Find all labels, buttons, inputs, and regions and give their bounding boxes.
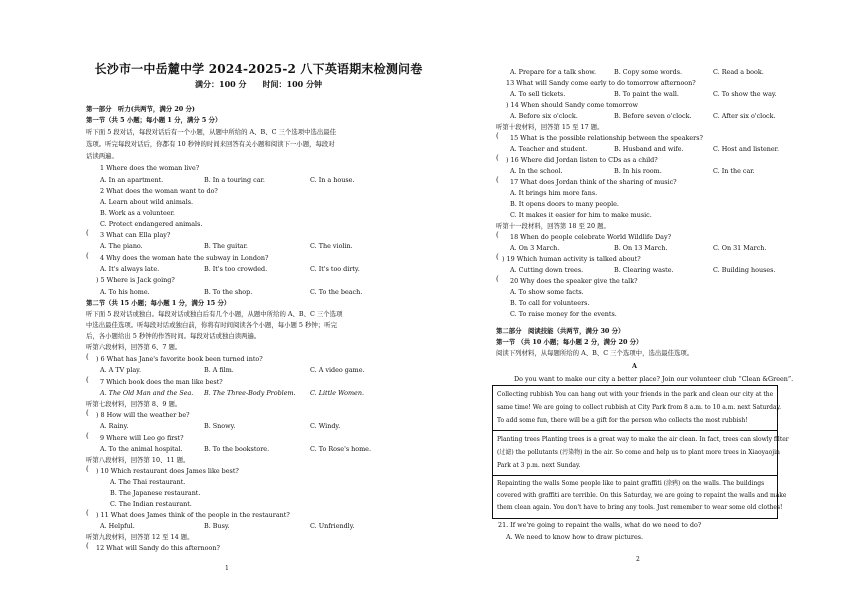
q18-option-b: B. On 13 March. — [614, 244, 668, 252]
question-9: 9 Where will Leo go first? — [100, 434, 184, 442]
answer-paren: ( — [496, 132, 499, 140]
question-13: 13 What will Sandy come early to do tomorrow afternoon? — [506, 79, 696, 87]
q2-option-a: A. Learn about wild animals. — [100, 198, 194, 206]
question-6: ) 6 What has Jane's favorite book been turned into? — [96, 355, 263, 363]
box1-line-3: To add some fun, there will be a gift for the person who collects the most rubbish! — [497, 417, 748, 424]
answer-paren: ( — [496, 275, 499, 283]
part1-heading: 第一部分 听力(共两节，满分 20 分) — [86, 105, 195, 113]
box2-line-2: (过滤) the pollutants (污染物) in the air. So come and help us to plant more trees in Xiaoyaojin — [497, 449, 780, 456]
activity-box — [492, 385, 789, 519]
answer-paren: ( — [86, 432, 89, 440]
question-10: ) 10 Which restaurant does James like best? — [96, 467, 239, 475]
q15-option-b: B. Husband and wife. — [614, 145, 684, 153]
q3-option-b: B. The guitar. — [204, 242, 248, 250]
answer-paren: ( — [86, 409, 89, 417]
q19-option-b: B. Clearing waste. — [614, 266, 674, 274]
q12-option-a: A. Prepare for a talk show. — [510, 68, 597, 76]
question-5: ) 5 Where is Jack going? — [96, 276, 175, 284]
box3-line-3: them clean again. You don't have to bring any tools. Just remember to wear some old clothes! — [497, 504, 783, 511]
box-divider — [493, 430, 777, 431]
q21-option-a: A. We need to know how to draw pictures. — [506, 533, 644, 541]
q15-option-a: A. Teacher and student. — [510, 145, 588, 153]
question-2: 2 What does the woman want to do? — [100, 187, 218, 195]
q1-option-c: C. In a house. — [310, 176, 355, 184]
box3-line-2: covered with graffiti are terrible. On this Saturday, we are going to repaint the walls and make — [497, 492, 787, 499]
question-12: 12 What will Sandy do this afternoon? — [96, 544, 220, 552]
box3-line-1: Repainting the walls Some people like to paint graffiti (涂鸦) on the walls. The buildings — [497, 480, 765, 487]
sec1-instr-2: 选项。听完每段对话后，你都有 10 秒钟的时间来回答有关小题和阅读下一小题，每段对 — [86, 140, 335, 148]
q4-option-a: A. It's always late. — [100, 265, 160, 273]
q4-option-c: C. It's too dirty. — [310, 265, 360, 273]
reading-section-heading: 第一节 （共 10 小题；每小题 2 分，满分 20 分） — [496, 338, 643, 346]
box2-line-3: Park at 3 p.m. next Sunday. — [497, 462, 581, 469]
q17-option-b: B. It opens doors to many people. — [510, 200, 619, 208]
exam-title: 长沙市一中岳麓中学 2024-2025-2 八下英语期末检测问卷 — [94, 62, 423, 76]
q13-option-c: C. To show the way. — [713, 90, 777, 98]
sec2-instr-2: 中选出最佳选项。听每段对话或独白前，你将有时间阅读各个小题，每小题 5 秒钟；听完 — [86, 321, 337, 329]
q19-option-a: A. Cutting down trees. — [510, 266, 584, 274]
q2-option-b: B. Work as a volunteer. — [100, 209, 175, 217]
sec2-instr-1: 听下面 5 段对话或独白。每段对话或独白后有几个小题，从题中所给的 A、B、C 三个选项 — [86, 310, 343, 318]
q19-option-c: C. Building houses. — [713, 266, 776, 274]
q2-option-c: C. Protect endangered animals. — [100, 220, 203, 228]
box2-line-1: Planting trees Planting trees is a great way to make the air clean. In fact, trees can slowly filter — [497, 436, 789, 443]
q15-option-c: C. Host and listener. — [713, 145, 780, 153]
question-4: 4 Why does the woman hate the subway in London? — [100, 254, 269, 262]
sec1-heading: 第一节（共 5 小题；每小题 1 分，满分 5 分） — [86, 116, 222, 124]
question-7: 7 Which book does the man like best? — [100, 378, 223, 386]
answer-paren: ( — [86, 376, 89, 384]
q7-option-a: A. The Old Man and the Sea. — [100, 389, 194, 397]
q14-option-a: A. Before six o'clock. — [510, 112, 578, 120]
q8-option-a: A. Rainy. — [100, 422, 129, 430]
answer-paren: ( — [496, 154, 499, 162]
q9-option-b: B. To the bookstore. — [204, 445, 270, 453]
q8-option-c: C. Windy. — [310, 422, 341, 430]
answer-paren: ( — [86, 252, 89, 260]
question-18: 18 When do people celebrate World Wildlife Day? — [510, 233, 672, 241]
q3-option-c: C. The violin. — [310, 242, 353, 250]
q12-option-c: C. Read a book. — [713, 68, 764, 76]
question-20: 20 Why does the speaker give the talk? — [510, 277, 638, 285]
q20-option-a: A. To show some facts. — [510, 288, 584, 296]
q14-option-b: B. Before seven o'clock. — [614, 112, 692, 120]
q11-option-a: A. Helpful. — [100, 522, 135, 530]
q16-option-b: B. In his room. — [614, 167, 662, 175]
q10-option-b: B. The Japanese restaurant. — [110, 489, 201, 497]
q8-option-b: B. Snowy. — [204, 422, 236, 430]
question-16: ) 16 Where did Jordan listen to CDs as a child? — [506, 156, 658, 164]
q6-option-b: B. A film. — [204, 366, 234, 374]
q10-option-c: C. The Indian restaurant. — [110, 500, 192, 508]
segment-8-heading: 听第八段材料，回答第 10、11 题。 — [86, 456, 190, 464]
answer-paren: ( — [86, 509, 89, 517]
sec1-instr-1: 听下面 5 段对话，每段对话后有一个小题，从题中所给的 A、B、C 三个选项中选出最佳 — [86, 128, 337, 136]
question-8: ) 8 How will the weather be? — [96, 411, 190, 419]
answer-paren: ( — [496, 253, 499, 261]
q1-option-b: B. In a touring car. — [204, 176, 265, 184]
q17-option-c: C. It makes it easier for him to make music. — [510, 211, 652, 219]
box1-line-1: Collecting rubbish You can hang out with your friends in the park and clean our city at the — [497, 391, 774, 398]
question-14: ) 14 When should Sandy come tomorrow — [506, 101, 638, 109]
answer-paren: ( — [496, 231, 499, 239]
answer-paren: ( — [496, 176, 499, 184]
q20-option-b: B. To call for volunteers. — [510, 299, 590, 307]
q13-option-a: A. To sell tickets. — [510, 90, 566, 98]
question-19: ) 19 Which human activity is talked about? — [502, 255, 641, 263]
question-15: 15 What is the possible relationship between the speakers? — [510, 134, 703, 142]
box-divider — [493, 475, 777, 476]
question-17: 17 What does Jordan think of the sharing of music? — [510, 178, 677, 186]
q17-option-a: A. It brings him more fans. — [510, 189, 598, 197]
exam-subtitle: 满分：100 分 时间：100 分钟 — [195, 79, 322, 89]
question-1: 1 Where does the woman live? — [100, 164, 200, 172]
reading-instructions: 阅读下列材料，从每题所给的 A、B、C 三个选项中，选出最佳选项。 — [496, 349, 694, 357]
q20-option-c: C. To raise money for the events. — [510, 310, 617, 318]
q4-option-b: B. It's too crowded. — [204, 265, 268, 273]
answer-paren: ( — [86, 353, 89, 361]
q18-option-c: C. On 31 March. — [713, 244, 767, 252]
segment-6-heading: 听第六段材料，回答第 6、7 题。 — [86, 343, 182, 351]
part2-heading: 第二部分 阅读技能（共两节，满分 30 分） — [496, 327, 625, 335]
segment-7-heading: 听第七段材料，回答第 8、9 题。 — [86, 400, 182, 408]
q9-option-c: C. To Rose's home. — [310, 445, 371, 453]
q7-option-b: B. The Three-Body Problem. — [204, 389, 296, 397]
q16-option-a: A. In the school. — [510, 167, 563, 175]
q12-option-b: B. Copy some words. — [614, 68, 683, 76]
q9-option-a: A. To the animal hospital. — [100, 445, 183, 453]
box1-line-2: same time! We are going to collect rubbish at City Park from 8 a.m. to 10 a.m. next Saturday. — [497, 404, 782, 411]
q6-option-c: C. A video game. — [310, 366, 365, 374]
q11-option-c: C. Unfriendly. — [310, 522, 355, 530]
passage-intro: Do you want to make our city a better place? Join our volunteer club “Clean &Green”. — [514, 375, 794, 383]
segment-10-heading: 听第十段材料，回答第 15 至 17 题。 — [496, 123, 604, 131]
page-number-right: 2 — [636, 556, 640, 563]
q3-option-a: A. The piano. — [100, 242, 143, 250]
sec2-heading: 第二节（共 15 小题；每小题 1 分，满分 15 分） — [86, 299, 231, 307]
answer-paren: ( — [86, 542, 89, 550]
q5-option-b: B. To the shop. — [204, 288, 253, 296]
q10-option-a: A. The Thai restaurant. — [110, 478, 186, 486]
segment-9-heading: 听第九段材料，回答第 12 至 14 题。 — [86, 533, 194, 541]
q16-option-c: C. In the car. — [713, 167, 755, 175]
page-right — [484, 0, 794, 609]
q7-option-c: C. Little Women. — [310, 389, 364, 397]
q5-option-c: C. To the beach. — [310, 288, 363, 296]
question-21: 21. If we're going to repaint the walls, what do we need to do? — [498, 521, 702, 529]
q11-option-b: B. Busy. — [204, 522, 230, 530]
answer-paren: ( — [86, 229, 89, 237]
q13-option-b: B. To paint the wall. — [614, 90, 679, 98]
segment-11-heading: 听第十一段材料，回答第 18 至 20 题。 — [496, 222, 610, 230]
q1-option-a: A. In an apartment. — [100, 176, 164, 184]
q6-option-a: A. A TV play. — [100, 366, 141, 374]
question-11: ) 11 What does James think of the people in the restaurant? — [96, 511, 290, 519]
sec1-instr-3: 话读两遍。 — [86, 152, 118, 160]
q5-option-a: A. To his home. — [100, 288, 150, 296]
answer-paren: ( — [86, 465, 89, 473]
page-left — [86, 0, 431, 609]
sec2-instr-3: 后，各小题给出 5 秒钟的作答时间。每段对话或独白读两遍。 — [86, 332, 261, 340]
q14-option-c: C. After six o'clock. — [713, 112, 776, 120]
q18-option-a: A. On 3 March. — [510, 244, 560, 252]
question-3: 3 What can Ella play? — [100, 231, 171, 239]
passage-letter: A — [632, 362, 637, 370]
page-number-left: 1 — [225, 565, 229, 572]
